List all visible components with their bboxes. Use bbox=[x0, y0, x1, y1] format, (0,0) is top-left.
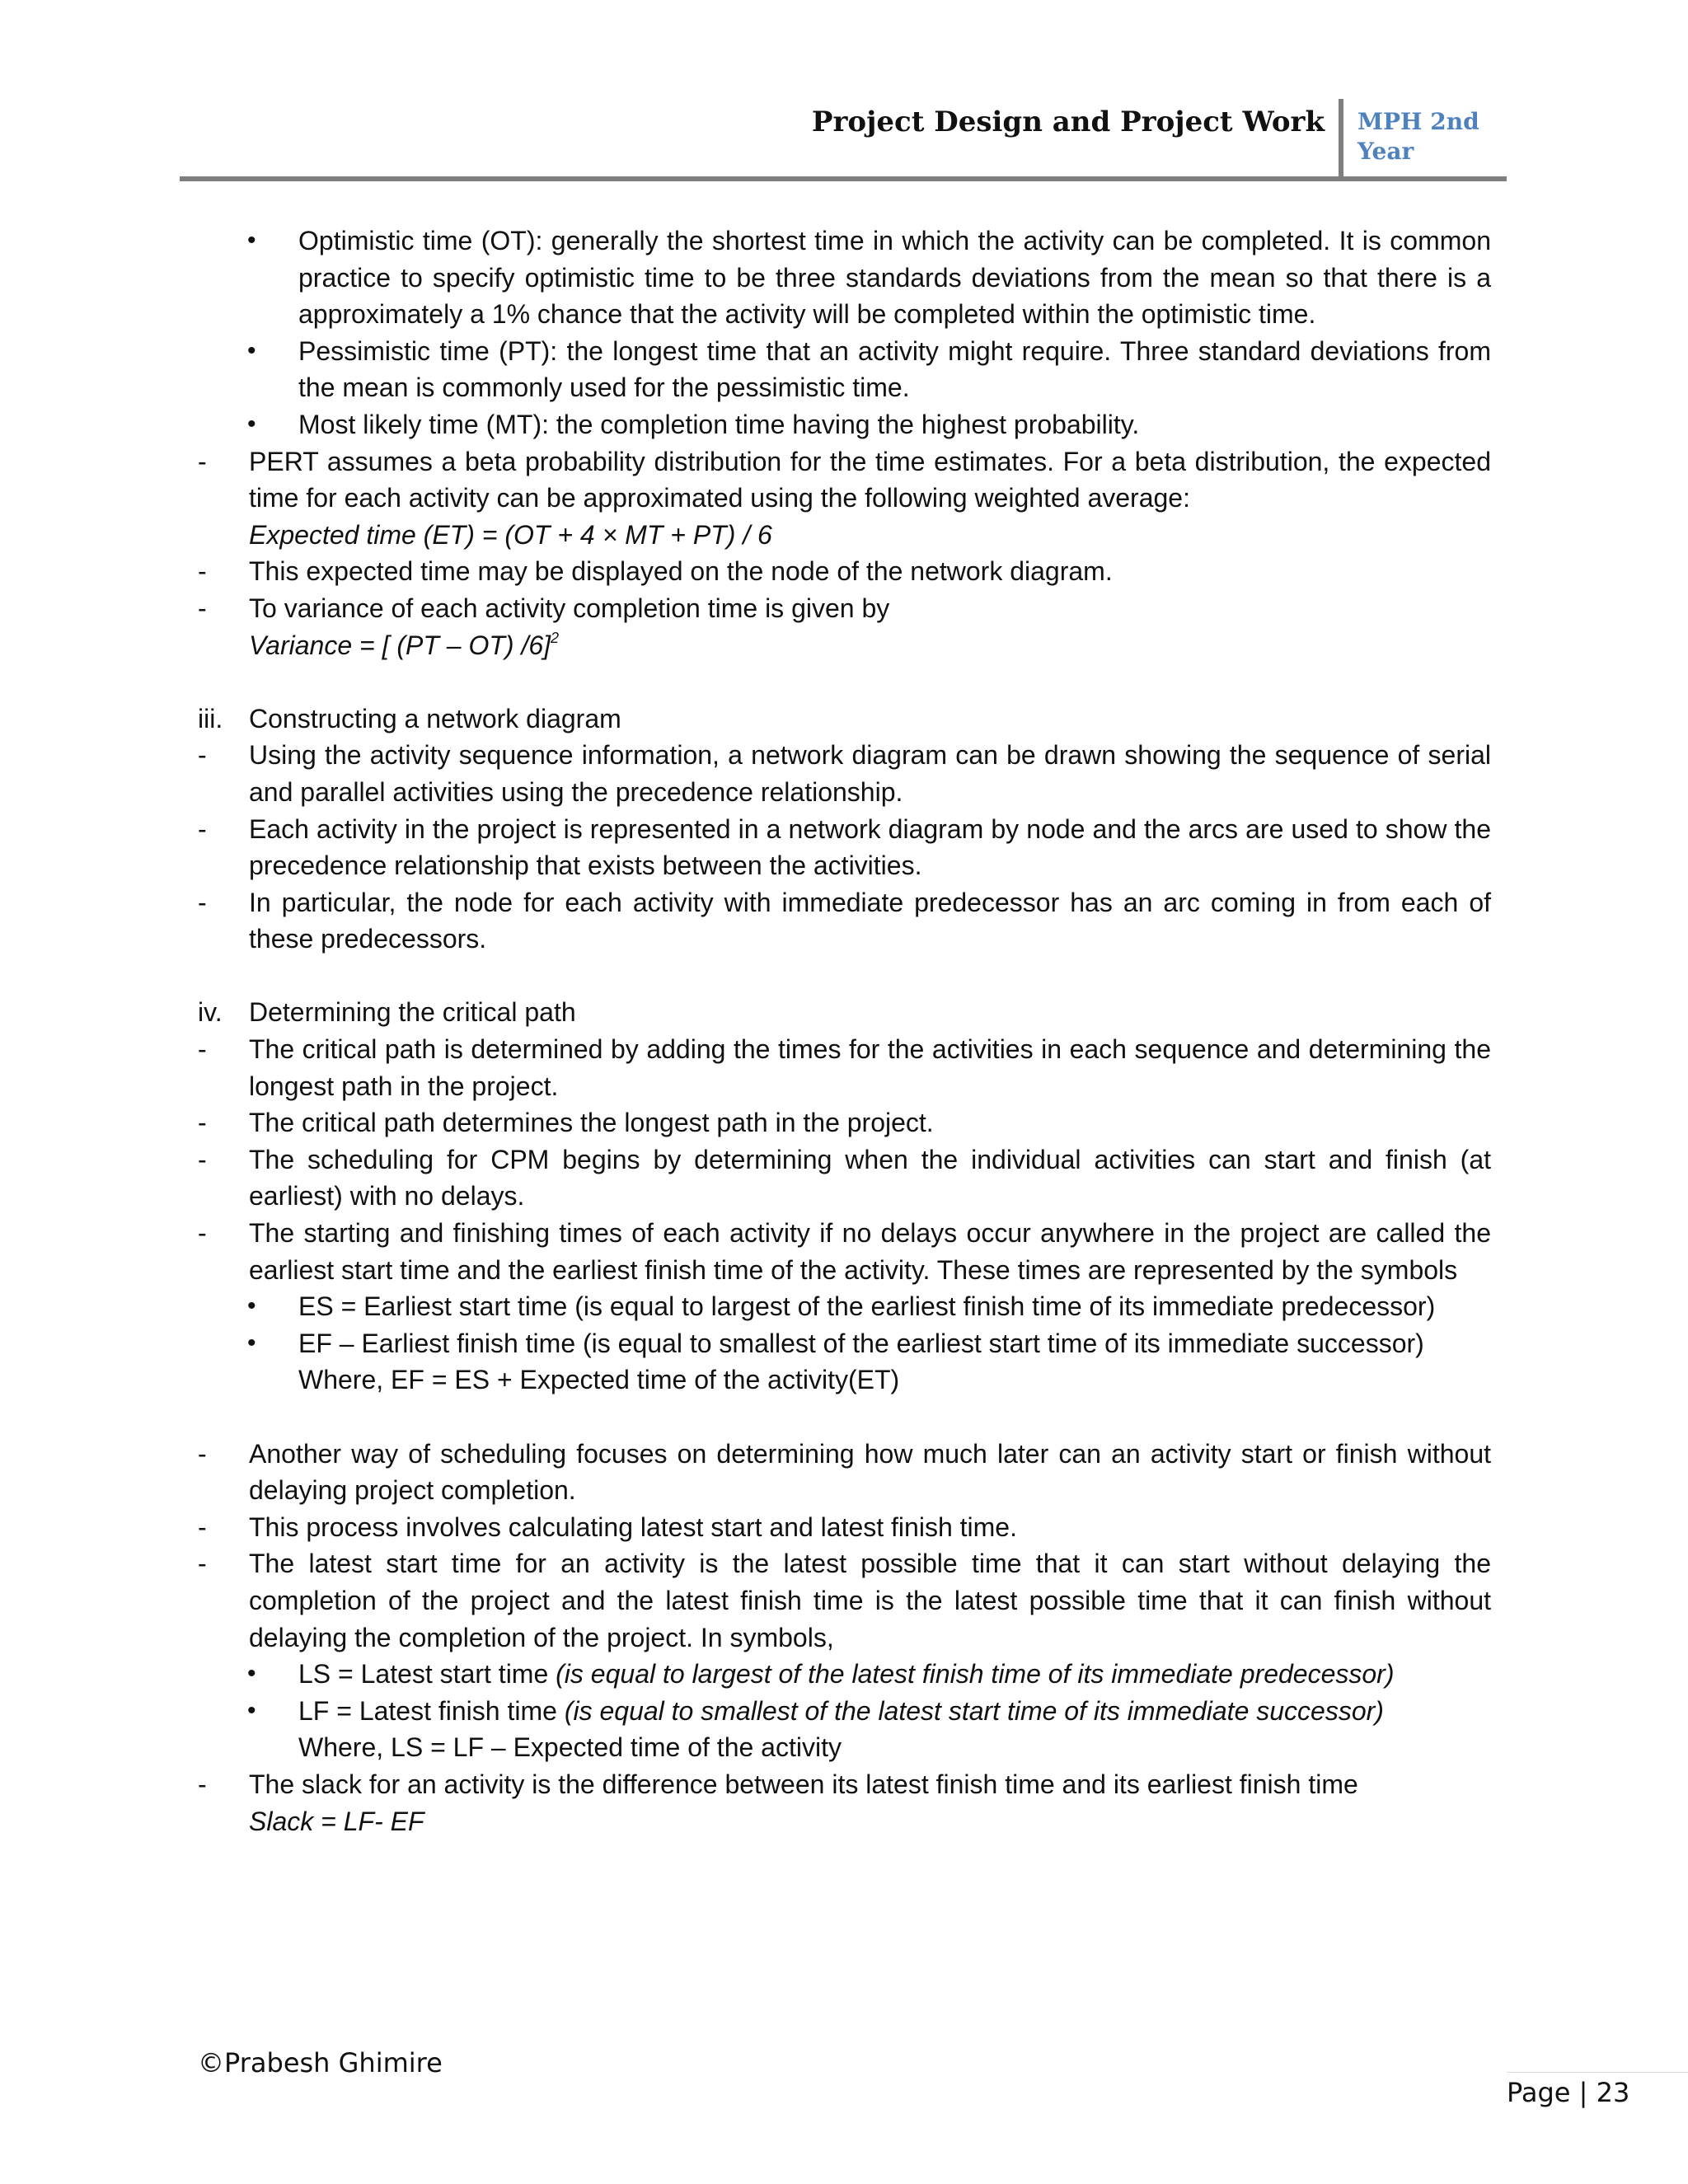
list-item-ef-definition bbox=[0, 1325, 1688, 1362]
bullet-icon: • bbox=[247, 410, 256, 438]
variance-formula-text: Variance = [ (PT – OT) /6] bbox=[249, 630, 551, 660]
header-rule bbox=[180, 176, 1507, 181]
paragraph-text: PERT assumes a beta probability distribution for the time estimates. For a beta distribution, the expected time for each activity can be approximated using the following weighted average: bbox=[249, 446, 1491, 513]
expected-time-formula: Expected time (ET) = (OT + 4 × MT + PT) / 6 bbox=[249, 519, 772, 550]
list-item-expected-display bbox=[0, 553, 1688, 590]
variance-formula bbox=[249, 627, 1491, 664]
paragraph-text: The latest start time for an activity is the latest possible time that it can start without delaying the completion of the project and the latest finish time is the latest possible time that it can finish without delaying the completion of the project. In symbols, bbox=[249, 1549, 1491, 1652]
ls-label: LS = Latest start time bbox=[298, 1659, 549, 1690]
lf-note: (is equal to smallest of the latest start time of its immediate successor) bbox=[564, 1695, 1384, 1726]
bullet-icon: • bbox=[247, 336, 256, 364]
paragraph-text: This expected time may be displayed on the node of the network diagram. bbox=[249, 556, 1113, 587]
paragraph-text: To variance of each activity completion time is given by bbox=[249, 593, 890, 623]
bullet-icon: • bbox=[247, 1696, 256, 1724]
paragraph-text: Pessimistic time (PT): the longest time that an activity might require. Three standard deviations from the mean is commonly used for the pessimistic time. bbox=[298, 335, 1491, 403]
dash-marker: - bbox=[198, 1511, 207, 1542]
paragraph-text: The starting and finishing times of each activity if no delays occur anywhere in the project are called the earliest start time and the earliest finish time of the activity. These times are represented by the symbols bbox=[249, 1218, 1491, 1285]
list-item-critical-1 bbox=[0, 1031, 1688, 1104]
list-item-pessimistic-time bbox=[0, 333, 1688, 406]
dash-marker: - bbox=[198, 1144, 207, 1174]
list-item-variance bbox=[0, 590, 1688, 627]
list-item-network-3 bbox=[0, 884, 1688, 958]
footer-rule bbox=[1507, 2072, 1688, 2073]
running-header-title: Project Design and Project Work bbox=[811, 105, 1325, 138]
paragraph-text bbox=[298, 1656, 1491, 1693]
list-item-network-1 bbox=[0, 737, 1688, 810]
footer-copyright: ©Prabesh Ghimire bbox=[198, 2047, 443, 2079]
paragraph-text: The critical path determines the longest path in the project. bbox=[249, 1108, 934, 1138]
dash-marker: - bbox=[198, 1108, 207, 1138]
list-item-slack bbox=[0, 1766, 1688, 1803]
dash-marker: - bbox=[198, 1769, 207, 1799]
spacer bbox=[0, 1399, 1688, 1436]
dash-marker: - bbox=[198, 887, 207, 917]
roman-numeral-marker: iv. bbox=[198, 997, 223, 1028]
dash-marker: - bbox=[198, 813, 207, 844]
slack-formula: Slack = LF- EF bbox=[249, 1806, 424, 1836]
list-item-latest-2 bbox=[0, 1509, 1688, 1546]
ls-where-formula: Where, LS = LF – Expected time of the activity bbox=[298, 1732, 842, 1763]
list-item-latest-3 bbox=[0, 1545, 1688, 1656]
list-item-ls-definition bbox=[0, 1656, 1688, 1693]
list-item-critical-4 bbox=[0, 1215, 1688, 1288]
bullet-icon: • bbox=[247, 227, 256, 254]
roman-numeral-marker: iii. bbox=[198, 703, 223, 733]
badge-line-1: MPH 2nd bbox=[1357, 108, 1479, 135]
dash-marker: - bbox=[198, 556, 207, 587]
list-item-pert-beta bbox=[0, 443, 1688, 517]
paragraph-text: ES = Earliest start time (is equal to largest of the earliest finish time of its immediate predecessor) bbox=[298, 1291, 1436, 1322]
list-item-critical-2 bbox=[0, 1104, 1688, 1141]
paragraph-text: In particular, the node for each activity with immediate predecessor has an arc coming in from each of these predecessors. bbox=[249, 887, 1491, 954]
header-course-badge bbox=[1357, 107, 1489, 166]
list-item-latest-1 bbox=[0, 1436, 1688, 1509]
list-item-lf-definition bbox=[0, 1693, 1688, 1730]
list-item-critical-3 bbox=[0, 1141, 1688, 1215]
paragraph-text bbox=[298, 1693, 1491, 1730]
paragraph-text: The critical path is determined by adding the times for the activities in each sequence and determining the longest path in the project. bbox=[249, 1034, 1491, 1101]
paragraph-text: The slack for an activity is the difference between its latest finish time and its earliest finish time bbox=[249, 1769, 1358, 1799]
section-heading-critical-path bbox=[0, 994, 1688, 1031]
paragraph-text: Most likely time (MT): the completion time having the highest probability. bbox=[298, 409, 1140, 439]
bullet-icon: • bbox=[247, 1292, 256, 1320]
list-item-es-definition bbox=[0, 1288, 1688, 1325]
paragraph-text: Another way of scheduling focuses on determining how much later can an activity start or finish without delaying project completion. bbox=[249, 1438, 1491, 1506]
dash-marker: - bbox=[198, 1218, 207, 1249]
page-body bbox=[0, 223, 1688, 1840]
section-heading-network-diagram bbox=[0, 701, 1688, 738]
spacer bbox=[0, 958, 1688, 995]
list-item-network-2 bbox=[0, 811, 1688, 884]
page-number: Page | 23 bbox=[1507, 2077, 1630, 2108]
paragraph-text: This process involves calculating latest start and latest finish time. bbox=[249, 1511, 1017, 1542]
section-title: Constructing a network diagram bbox=[249, 703, 621, 733]
paragraph-text: Optimistic time (OT): generally the shortest time in which the activity can be completed. It is common practice to specify optimistic time to be three standards deviations from the mean so that there is a approximately a 1% chance that the activity will be completed within the optimistic time. bbox=[298, 226, 1491, 330]
ef-where-formula: Where, EF = ES + Expected time of the activity(ET) bbox=[298, 1365, 900, 1395]
bullet-icon: • bbox=[247, 1660, 256, 1688]
dash-marker: - bbox=[198, 593, 207, 623]
paragraph-text: EF – Earliest finish time (is equal to smallest of the earliest start time of its immediate successor) bbox=[298, 1328, 1424, 1358]
badge-line-2: Year bbox=[1357, 138, 1414, 165]
dash-marker: - bbox=[198, 1034, 207, 1065]
ls-note: (is equal to largest of the latest finish time of its immediate predecessor) bbox=[556, 1659, 1395, 1690]
dash-marker: - bbox=[198, 1549, 207, 1579]
spacer bbox=[0, 663, 1688, 701]
dash-marker: - bbox=[198, 740, 207, 771]
header-divider bbox=[1339, 99, 1343, 178]
dash-marker: - bbox=[198, 446, 207, 476]
list-item-most-likely-time bbox=[0, 406, 1688, 443]
section-title: Determining the critical path bbox=[249, 997, 576, 1028]
paragraph-text: Each activity in the project is represented in a network diagram by node and the arcs are used to show the precedence relationship that exists between the activities. bbox=[249, 813, 1491, 881]
paragraph-text: Using the activity sequence information, a network diagram can be drawn showing the sequence of serial and parallel activities using the precedence relationship. bbox=[249, 740, 1491, 807]
list-item-optimistic-time bbox=[0, 223, 1688, 333]
variance-exponent: 2 bbox=[551, 629, 560, 646]
bullet-icon: • bbox=[247, 1329, 256, 1357]
paragraph-text: The scheduling for CPM begins by determining when the individual activities can start and finish (at earliest) with no delays. bbox=[249, 1144, 1491, 1212]
lf-label: LF = Latest finish time bbox=[298, 1695, 557, 1726]
dash-marker: - bbox=[198, 1438, 207, 1469]
